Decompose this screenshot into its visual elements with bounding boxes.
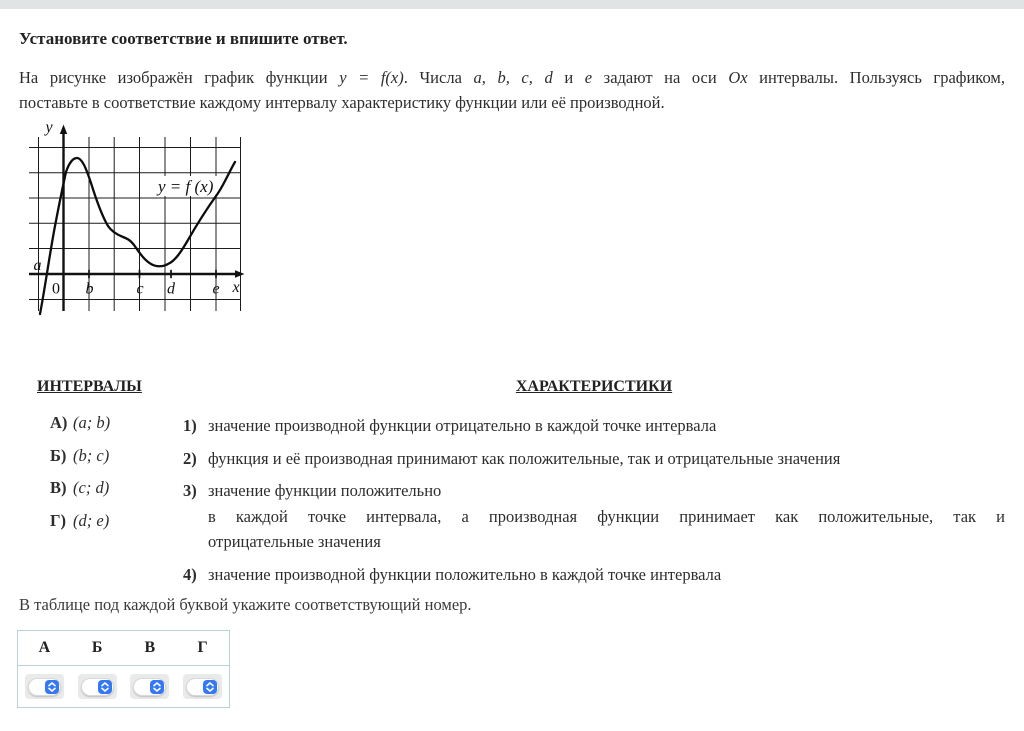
answer-col-v: В [144, 639, 156, 656]
characteristic-item-1 [183, 413, 1005, 438]
interval-range: (b; c) [73, 445, 110, 465]
formula-y-fx: y = f(x) [339, 68, 404, 87]
characteristic-text: в каждой точке интервала, а производная функции принимает как положительные, так и [208, 506, 1005, 526]
axis-ox: Ox [728, 68, 748, 87]
task-heading: Установите соответствие и впишите ответ. [19, 29, 348, 48]
x-axis-label: x [232, 279, 240, 296]
y-axis-label: y [45, 119, 53, 136]
characteristics-header: ХАРАКТЕРИСТИКИ [515, 378, 673, 395]
tick-label-c: c [136, 280, 144, 298]
top-bar [0, 0, 1024, 9]
characteristic-number: 2) [183, 448, 197, 468]
characteristic-item-3 [183, 478, 1005, 554]
grid-lines [29, 137, 241, 311]
characteristic-number: 3) [183, 481, 197, 501]
select-stepper-icon [203, 680, 217, 694]
interval-row-g [50, 511, 110, 536]
interval-letter-e: e [584, 68, 593, 87]
interval-letters: a, b, c, d [473, 68, 553, 87]
problem-text: и [552, 68, 585, 87]
curve-label: y = f (x) [158, 177, 214, 196]
characteristic-text: функция и её производная принимают как положительные, так и отрицательные значения [208, 448, 841, 468]
x-axis-arrow-icon [235, 270, 245, 277]
answer-col-b: Б [91, 639, 103, 656]
answer-select-b[interactable] [78, 674, 117, 699]
interval-letter: Г) [50, 511, 66, 531]
answer-select-a[interactable] [25, 674, 64, 699]
interval-row-b [50, 446, 110, 471]
answer-col-a: А [38, 639, 51, 656]
interval-row-v [50, 478, 110, 503]
answer-table [17, 630, 230, 708]
characteristic-number: 4) [183, 564, 197, 584]
problem-text: задают на оси [592, 68, 729, 87]
answer-select-v[interactable] [130, 674, 169, 699]
interval-row-a [50, 413, 110, 438]
characteristic-item-4 [183, 562, 1005, 587]
problem-statement [19, 66, 1005, 115]
problem-text: На рисунке изображён график функции [19, 68, 340, 87]
origin-label: 0 [52, 280, 60, 298]
tick-label-e: e [212, 280, 220, 298]
characteristics-list [183, 413, 1005, 594]
problem-line-2: поставьте в соответствие каждому интервалу характеристику функции или её производной. [19, 92, 665, 112]
answer-table-header [18, 631, 229, 666]
characteristic-text: значение функции положительно [208, 481, 442, 501]
interval-letter: А) [50, 413, 68, 432]
tick-label-b: b [85, 280, 94, 298]
select-stepper-icon [45, 680, 59, 694]
answer-select-g[interactable] [183, 674, 222, 699]
answer-col-g: Г [197, 639, 208, 656]
answer-table-selects-row [18, 666, 229, 707]
interval-range: (d; e) [73, 511, 110, 531]
interval-letter: Б) [50, 445, 67, 465]
characteristic-item-2 [183, 446, 1005, 471]
interval-letter: В) [50, 478, 67, 498]
problem-line-1 [19, 66, 1005, 91]
intercept-a-label: a [33, 257, 42, 274]
function-graph [24, 114, 250, 318]
select-stepper-icon [98, 680, 112, 694]
characteristic-text: отрицательные значения [208, 531, 381, 551]
answer-note: В таблице под каждой буквой укажите соответствующий номер. [19, 595, 472, 614]
interval-range: (c; d) [73, 478, 110, 498]
select-stepper-icon [150, 680, 164, 694]
interval-range: (a; b) [73, 413, 111, 432]
problem-text: интервалы. Пользуясь графиком, [747, 68, 1005, 87]
problem-text: . Числа [403, 68, 474, 87]
characteristic-text: значение производной функции отрицательно в каждой точке интервала [208, 416, 717, 435]
characteristic-text: значение производной функции положительно в каждой точке интервала [208, 564, 722, 584]
intervals-header: ИНТЕРВАЛЫ [37, 378, 142, 395]
characteristic-number: 1) [183, 416, 197, 435]
tick-label-d: d [167, 280, 175, 298]
y-axis-arrow-icon [60, 125, 67, 135]
intervals-list [50, 413, 110, 544]
